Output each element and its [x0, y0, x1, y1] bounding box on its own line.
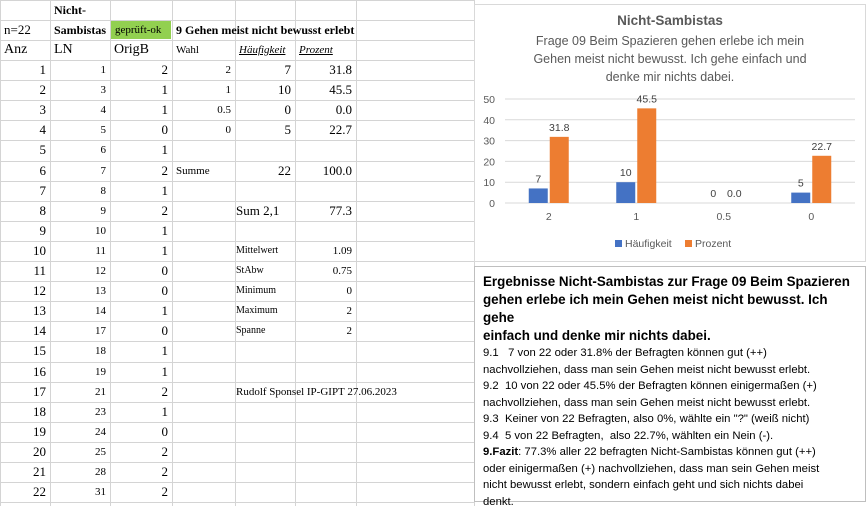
results-heading-line: gehen erlebe ich mein Gehen meist nicht bewusst. Ich gehe	[483, 291, 857, 327]
row-anz[interactable]: 15	[0, 341, 50, 361]
y-tick-label: 40	[483, 115, 495, 127]
bar-haeufigkeit	[616, 182, 635, 203]
sum21-prozent[interactable]: 77.3	[295, 201, 356, 221]
freq-haeufigkeit[interactable]: 10	[235, 80, 295, 100]
fazit-label: 9.Fazit	[483, 446, 518, 458]
summe-label[interactable]: Summe	[172, 161, 235, 181]
fazit-line: nicht bewusst erlebt, sondern einfach geht und sich nichts dabei	[483, 477, 857, 494]
row-ln[interactable]: 8	[50, 181, 110, 201]
row-anz[interactable]: 21	[0, 462, 50, 482]
results-line: nachvollziehen, dass man sein Gehen meist nicht bewusst erlebt.	[483, 362, 857, 379]
row-origb[interactable]: 1	[110, 140, 172, 160]
row-origb[interactable]: 0	[110, 261, 172, 281]
row-anz[interactable]: 20	[0, 442, 50, 462]
row-anz[interactable]: 19	[0, 422, 50, 442]
chart-subtitle-line: Gehen meist nicht bewusst. Ich gehe einfach und	[533, 52, 806, 66]
row-origb[interactable]: 1	[110, 181, 172, 201]
y-tick-label: 0	[489, 198, 495, 210]
freq-wahl[interactable]: 0	[172, 120, 235, 140]
row-ln[interactable]: 18	[50, 341, 110, 361]
freq-haeufigkeit[interactable]: 0	[235, 100, 295, 120]
row-anz[interactable]: 11	[0, 261, 50, 281]
col-header-haeufigkeit[interactable]: Häufigkeit	[235, 40, 295, 60]
row-ln[interactable]: 28	[50, 462, 110, 482]
y-tick-label: 50	[483, 94, 495, 106]
stat-value[interactable]: 2	[295, 321, 356, 341]
row-anz[interactable]: 13	[0, 301, 50, 321]
row-origb[interactable]: 2	[110, 442, 172, 462]
question-title[interactable]: 9 Gehen meist nicht bewusst erlebt	[172, 20, 382, 40]
row-ln[interactable]: 14	[50, 301, 110, 321]
row-origb[interactable]: 1	[110, 241, 172, 261]
row-ln[interactable]: 4	[50, 100, 110, 120]
header-checked-badge[interactable]: geprüft-ok	[111, 21, 171, 39]
results-line: 9.3 Keiner von 22 Befragten, also 0%, wählte ein "?" (weiß nicht)	[483, 411, 857, 428]
bar-prozent	[637, 108, 656, 203]
stat-value[interactable]: 2	[295, 301, 356, 321]
results-heading-line: einfach und denke mir nichts dabei.	[483, 327, 857, 345]
freq-prozent[interactable]: 31.8	[295, 60, 356, 80]
row-ln[interactable]: 12	[50, 261, 110, 281]
bar-prozent	[812, 156, 831, 203]
summe-prozent[interactable]: 100.0	[295, 161, 356, 181]
data-label: 5	[798, 178, 804, 190]
legend-swatch	[685, 240, 692, 247]
row-origb[interactable]: 1	[110, 341, 172, 361]
y-tick-label: 30	[483, 136, 495, 148]
results-line: nachvollziehen, dass man sein Gehen meist nicht bewusst erlebt.	[483, 395, 857, 412]
x-tick-label: 2	[546, 211, 552, 223]
row-ln[interactable]: 7	[50, 161, 110, 181]
stat-label[interactable]: StAbw	[232, 261, 295, 281]
data-label: 7	[535, 173, 541, 185]
summe-count[interactable]: 22	[235, 161, 295, 181]
row-ln[interactable]: 17	[50, 321, 110, 341]
x-tick-label: 0.5	[716, 211, 731, 223]
x-tick-label: 1	[633, 211, 639, 223]
row-ln[interactable]: 25	[50, 442, 110, 462]
row-anz[interactable]: 12	[0, 281, 50, 301]
data-label: 22.7	[812, 141, 833, 153]
row-anz[interactable]: 16	[0, 362, 50, 382]
col-header-origb[interactable]: OrigB	[110, 40, 172, 60]
header-title-line2[interactable]: Sambistas	[50, 20, 110, 40]
grid-column-line	[356, 0, 357, 506]
row-anz[interactable]: 8	[0, 201, 50, 221]
row-ln[interactable]: 19	[50, 362, 110, 382]
legend-label: Häufigkeit	[625, 238, 672, 250]
row-origb[interactable]: 0	[110, 120, 172, 140]
stat-label[interactable]: Minimum	[232, 281, 295, 301]
row-ln[interactable]: 21	[50, 382, 110, 402]
y-tick-label: 20	[483, 156, 495, 168]
row-origb[interactable]: 1	[110, 362, 172, 382]
row-anz[interactable]: 1	[0, 60, 50, 80]
row-anz[interactable]: 3	[0, 100, 50, 120]
row-ln[interactable]: 10	[50, 221, 110, 241]
row-ln[interactable]: 23	[50, 402, 110, 422]
row-anz[interactable]: 18	[0, 402, 50, 422]
col-header-prozent[interactable]: Prozent	[295, 40, 356, 60]
row-origb[interactable]: 1	[110, 100, 172, 120]
legend-swatch	[615, 240, 622, 247]
row-origb[interactable]: 1	[110, 301, 172, 321]
row-ln[interactable]: 1	[50, 60, 110, 80]
row-anz[interactable]: 17	[0, 382, 50, 402]
stat-value[interactable]: 0	[295, 281, 356, 301]
row-origb[interactable]: 2	[110, 161, 172, 181]
row-origb[interactable]: 1	[110, 221, 172, 241]
freq-haeufigkeit[interactable]: 5	[235, 120, 295, 140]
freq-haeufigkeit[interactable]: 7	[235, 60, 295, 80]
row-anz[interactable]: 14	[0, 321, 50, 341]
row-anz[interactable]: 10	[0, 241, 50, 261]
row-ln[interactable]: 11	[50, 241, 110, 261]
legend-label: Prozent	[695, 238, 731, 250]
results-textbox[interactable]	[474, 266, 866, 502]
data-label: 0	[710, 188, 716, 200]
results-line: 9.2 10 von 22 oder 45.5% der Befragten können einigermaßen (+)	[483, 378, 857, 395]
row-anz[interactable]: 9	[0, 221, 50, 241]
row-anz[interactable]: 22	[0, 482, 50, 502]
results-heading-line: Ergebnisse Nicht-Sambistas zur Frage 09 Beim Spazieren	[483, 273, 857, 291]
data-label: 31.8	[549, 122, 570, 134]
freq-wahl[interactable]: 0.5	[172, 100, 235, 120]
row-origb[interactable]: 0	[110, 321, 172, 341]
x-tick-label: 0	[808, 211, 814, 223]
row-origb[interactable]: 0	[110, 281, 172, 301]
freq-wahl[interactable]: 2	[172, 60, 235, 80]
col-header-ln[interactable]: LN	[50, 40, 110, 60]
results-fazit	[483, 444, 857, 510]
bar-prozent	[550, 137, 569, 203]
stat-value[interactable]: 1.09	[295, 241, 356, 261]
row-ln[interactable]: 24	[50, 422, 110, 442]
row-origb[interactable]: 1	[110, 80, 172, 100]
stat-value[interactable]: 0.75	[295, 261, 356, 281]
header-title-line1[interactable]: Nicht-	[50, 0, 110, 20]
results-line: 9.1 7 von 22 oder 31.8% der Befragten können gut (++)	[483, 345, 857, 362]
data-label: 10	[620, 167, 632, 179]
row-origb[interactable]: 0	[110, 422, 172, 442]
bar-chart	[475, 5, 865, 261]
col-header-wahl[interactable]: Wahl	[172, 40, 235, 60]
row-anz[interactable]: 7	[0, 181, 50, 201]
row-origb[interactable]: 2	[110, 382, 172, 402]
results-line: 9.4 5 von 22 Befragten, also 22.7%, wählten ein Nein (-).	[483, 428, 857, 445]
row-anz[interactable]: 4	[0, 120, 50, 140]
results-heading	[483, 273, 857, 345]
freq-prozent[interactable]: 45.5	[295, 80, 356, 100]
row-anz[interactable]: 6	[0, 161, 50, 181]
row-anz[interactable]: 2	[0, 80, 50, 100]
row-origb[interactable]: 2	[110, 482, 172, 502]
results-lines	[483, 345, 857, 444]
row-origb[interactable]: 1	[110, 402, 172, 422]
fazit-line: denkt.	[483, 494, 857, 510]
row-ln[interactable]: 13	[50, 281, 110, 301]
chart-title: Nicht-Sambistas	[617, 13, 723, 28]
chart-subtitle-line: Frage 09 Beim Spazieren gehen erlebe ich mein	[536, 34, 804, 48]
row-origb[interactable]: 2	[110, 462, 172, 482]
bar-haeufigkeit	[791, 193, 810, 203]
row-origb[interactable]: 2	[110, 201, 172, 221]
data-label: 0.0	[727, 188, 742, 200]
stat-label[interactable]: Mittelwert	[232, 241, 295, 261]
row-ln[interactable]: 5	[50, 120, 110, 140]
freq-wahl[interactable]: 1	[172, 80, 235, 100]
stat-label[interactable]: Maximum	[232, 301, 295, 321]
header-n[interactable]: n=22	[0, 20, 50, 40]
bar-haeufigkeit	[529, 188, 548, 203]
y-tick-label: 10	[483, 177, 495, 189]
data-label: 45.5	[637, 93, 658, 105]
row-anz[interactable]: 5	[0, 140, 50, 160]
fazit-line: 9.Fazit: 77.3% aller 22 befragten Nicht-Sambistas können gut (++)	[483, 444, 857, 461]
row-ln[interactable]: 6	[50, 140, 110, 160]
freq-prozent[interactable]: 0.0	[295, 100, 356, 120]
row-ln[interactable]: 3	[50, 80, 110, 100]
freq-prozent[interactable]: 22.7	[295, 120, 356, 140]
chart-panel[interactable]	[474, 4, 866, 262]
fazit-line: oder einigermaßen (+) nachvollziehen, dass man sein Gehen meist	[483, 461, 857, 478]
col-header-anz[interactable]: Anz	[0, 40, 50, 60]
stat-label[interactable]: Spanne	[232, 321, 295, 341]
row-ln[interactable]: 31	[50, 482, 110, 502]
grid-row-line	[0, 502, 474, 503]
row-origb[interactable]: 2	[110, 60, 172, 80]
row-ln[interactable]: 9	[50, 201, 110, 221]
sum21-label[interactable]: Sum 2,1	[232, 201, 295, 221]
author-credit[interactable]: Rudolf Sponsel IP-GIPT 27.06.2023	[232, 382, 472, 402]
chart-subtitle-line: denke mir nichts dabei.	[606, 70, 735, 84]
